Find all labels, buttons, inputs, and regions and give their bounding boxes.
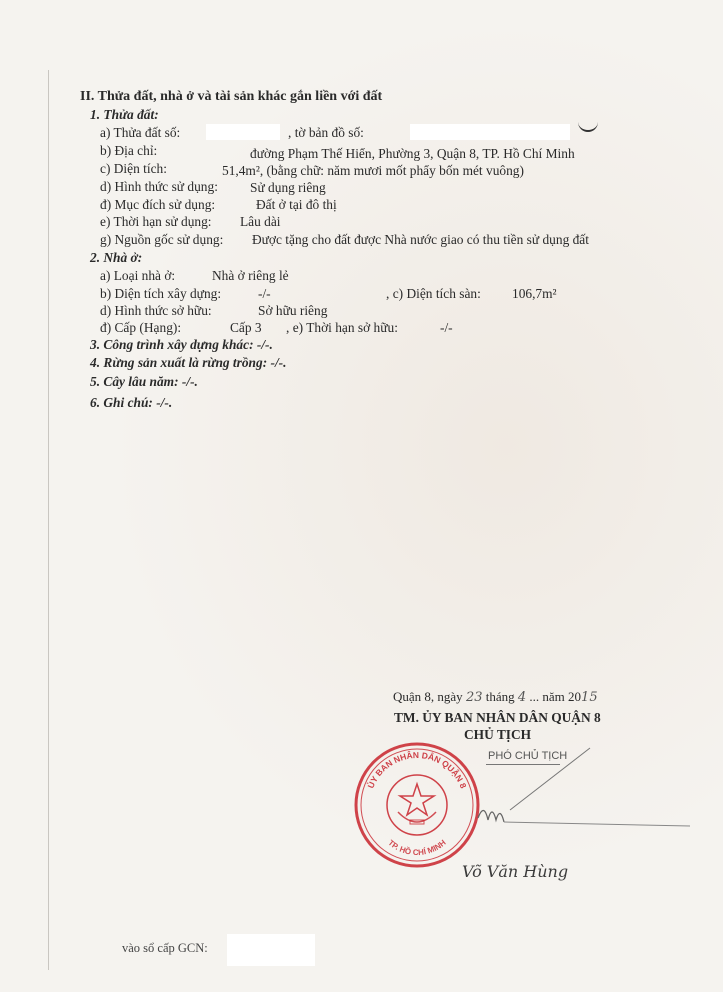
svg-text:ỦY BAN NHÂN DÂN QUẬN 8: ỦY BAN NHÂN DÂN QUẬN 8 bbox=[365, 749, 469, 790]
floor-area-label: , c) Diện tích sàn: bbox=[386, 286, 481, 301]
redacted-map-sheet bbox=[410, 124, 570, 140]
origin-value: Được tặng cho đất được Nhà nước giao có thu tiền sử dụng đất bbox=[252, 232, 589, 247]
section3-other-constructions: 3. Công trình xây dựng khác: -/-. bbox=[90, 337, 273, 352]
house-type-label: a) Loại nhà ở: bbox=[100, 268, 176, 283]
redacted-parcel-number bbox=[206, 124, 280, 140]
section4-planted-forest: 4. Rừng sản xuất là rừng trồng: -/-. bbox=[90, 355, 287, 370]
usage-purpose-value: Đất ở tại đô thị bbox=[256, 197, 337, 212]
date-prefix: Quận 8, ngày bbox=[393, 689, 463, 704]
issue-date: Quận 8, ngày 23 tháng 4 ... năm 2015 bbox=[393, 689, 598, 705]
redacted-gcn-number bbox=[227, 934, 315, 966]
vice-chairman-stamp: PHÓ CHỦ TỊCH bbox=[488, 750, 568, 762]
svg-text:TP. HỒ CHÍ MINH: TP. HỒ CHÍ MINH bbox=[386, 838, 448, 858]
grade-value: Cấp 3 bbox=[230, 320, 262, 335]
ownership-form-value: Sở hữu riêng bbox=[258, 303, 328, 318]
address-value: đường Phạm Thế Hiển, Phường 3, Quận 8, TP. Hồ Chí Minh bbox=[250, 146, 575, 161]
usage-term-value: Lâu dài bbox=[240, 214, 281, 229]
ownership-term-value: -/- bbox=[440, 320, 453, 335]
origin-label: g) Nguồn gốc sử dụng: bbox=[100, 232, 224, 247]
official-seal bbox=[352, 740, 482, 870]
issuing-authority: TM. ỦY BAN NHÂN DÂN QUẬN 8 bbox=[394, 710, 601, 725]
ownership-form-label: d) Hình thức sở hữu: bbox=[100, 303, 212, 318]
seal-icon bbox=[352, 740, 482, 870]
signature-scribble bbox=[470, 740, 700, 850]
ink-mark bbox=[578, 120, 598, 132]
signer-role: CHỦ TỊCH bbox=[464, 727, 532, 742]
section6-notes: 6. Ghi chú: -/-. bbox=[90, 395, 173, 410]
usage-term-label: e) Thời hạn sử dụng: bbox=[100, 214, 212, 229]
parcel-number-label: a) Thửa đất số: bbox=[100, 125, 181, 140]
page-edge bbox=[48, 70, 49, 970]
date-month: 4 bbox=[517, 690, 527, 705]
address-label: b) Địa chỉ: bbox=[100, 143, 158, 158]
area-label: c) Diện tích: bbox=[100, 161, 167, 176]
usage-form-value: Sử dụng riêng bbox=[250, 180, 326, 195]
grade-label: đ) Cấp (Hạng): bbox=[100, 320, 182, 335]
house-type-value: Nhà ở riêng lẻ bbox=[212, 268, 289, 283]
usage-form-label: d) Hình thức sử dụng: bbox=[100, 179, 218, 194]
date-day: 23 bbox=[465, 690, 483, 705]
year-label: năm 20 bbox=[542, 689, 582, 704]
section1-title: 1. Thửa đất: bbox=[90, 107, 159, 122]
usage-purpose-label: đ) Mục đích sử dụng: bbox=[100, 197, 216, 212]
map-sheet-label: , tờ bản đồ số: bbox=[288, 125, 364, 140]
section-heading: II. Thửa đất, nhà ở và tài sản khác gắn liền với đất bbox=[80, 89, 383, 104]
section5-perennial-trees: 5. Cây lâu năm: -/-. bbox=[90, 374, 198, 389]
signer-name: Võ Văn Hùng bbox=[462, 862, 569, 881]
gcn-register-label: vào sổ cấp GCN: bbox=[122, 941, 208, 955]
section2-title: 2. Nhà ở: bbox=[90, 250, 143, 265]
month-label: tháng bbox=[485, 689, 515, 704]
area-value: 51,4m², (bằng chữ: năm mươi mốt phẩy bốn mét vuông) bbox=[222, 163, 524, 178]
construction-area-value: -/- bbox=[258, 286, 271, 301]
date-year: 15 bbox=[581, 690, 598, 705]
floor-area-value: 106,7m² bbox=[512, 286, 557, 301]
ownership-term-label: , e) Thời hạn sở hữu: bbox=[286, 320, 398, 335]
construction-area-label: b) Diện tích xây dựng: bbox=[100, 286, 222, 301]
